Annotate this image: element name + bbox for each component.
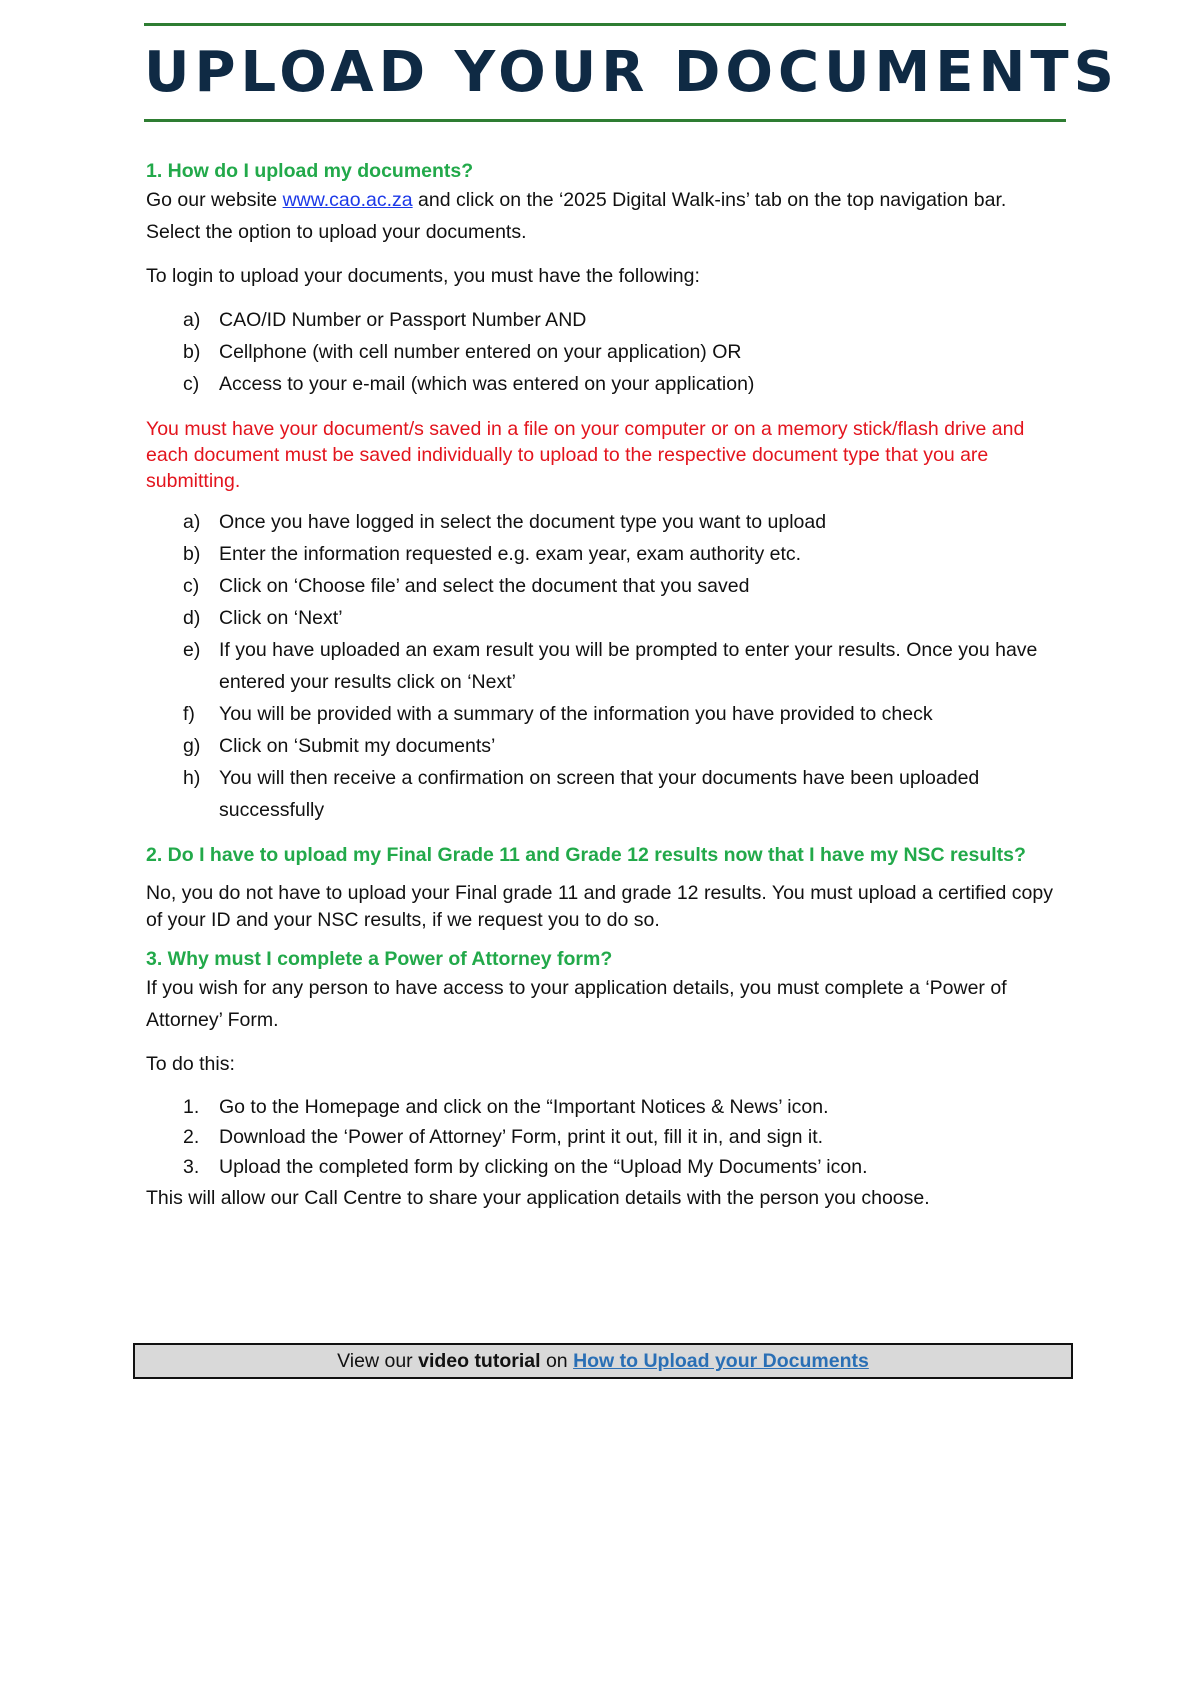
- tutorial-bold-label: video tutorial: [418, 1350, 541, 1372]
- section3-closing: This will allow our Call Centre to share your application details with the person you choose.: [146, 1187, 930, 1209]
- list-item: [183, 1092, 1068, 1122]
- section2-heading: 2. Do I have to upload my Final Grade 11 and Grade 12 results now that I have my NSC results?: [146, 844, 1026, 866]
- list-item-text: Enter the information requested e.g. exam year, exam authority etc.: [219, 543, 802, 565]
- login-intro: To login to upload your documents, you must have the following:: [146, 265, 700, 287]
- title-block: [144, 23, 1119, 122]
- list-item: [183, 698, 1068, 730]
- list-item: [183, 506, 1068, 538]
- list-marker: e): [183, 639, 201, 661]
- title-bottom-rule: [144, 119, 1066, 122]
- list-item-text: Go to the Homepage and click on the “Important Notices & News’ icon.: [219, 1096, 829, 1118]
- list-item-text: You will be provided with a summary of the information you have provided to check: [219, 703, 933, 725]
- list-item: [183, 730, 1068, 762]
- list-item-text: Once you have logged in select the document type you want to upload: [219, 511, 827, 533]
- tutorial-link[interactable]: How to Upload your Documents: [573, 1350, 869, 1372]
- list-marker: d): [183, 607, 201, 629]
- upload-steps-list: [146, 506, 1068, 826]
- list-marker: 2.: [183, 1126, 200, 1148]
- list-marker: b): [183, 341, 201, 363]
- list-item: [183, 602, 1068, 634]
- list-marker: 3.: [183, 1156, 200, 1178]
- login-requirements-list: [146, 304, 1068, 400]
- section1-intro-line2: Select the option to upload your documents.: [146, 221, 527, 243]
- list-marker: g): [183, 735, 201, 757]
- list-marker: f): [183, 703, 195, 725]
- list-item: [183, 304, 1068, 336]
- list-item-text: If you have uploaded an exam result you will be prompted to enter your results. Once you have entered your results click on ‘Next’: [219, 639, 1038, 693]
- page-title: UPLOAD YOUR DOCUMENTS: [144, 40, 1119, 105]
- website-link[interactable]: www.cao.ac.za: [282, 189, 413, 211]
- video-tutorial-box: [133, 1343, 1073, 1379]
- list-item-text: Download the ‘Power of Attorney’ Form, print it out, fill it in, and sign it.: [219, 1126, 824, 1148]
- list-item-text: Click on ‘Next’: [219, 607, 343, 629]
- main-content: [146, 158, 1068, 1214]
- todo-intro: To do this:: [146, 1053, 235, 1075]
- list-item: [183, 762, 1068, 826]
- list-marker: h): [183, 767, 201, 789]
- section1-heading: 1. How do I upload my documents?: [146, 160, 474, 182]
- list-marker: 1.: [183, 1096, 200, 1118]
- list-marker: c): [183, 373, 200, 395]
- tutorial-prefix: View our: [337, 1350, 419, 1372]
- list-item-text: Cellphone (with cell number entered on your application) OR: [219, 341, 742, 363]
- list-marker: b): [183, 543, 201, 565]
- list-item: [183, 1152, 1068, 1182]
- section3-answer: If you wish for any person to have access to your application details, you must complete a ‘Power of Attorney’ Form.: [146, 977, 1007, 1031]
- tutorial-middle: on: [540, 1350, 574, 1372]
- list-item-text: Click on ‘Choose file’ and select the document that you saved: [219, 575, 750, 597]
- list-item-text: Click on ‘Submit my documents’: [219, 735, 496, 757]
- list-item: [183, 538, 1068, 570]
- list-item: [183, 368, 1068, 400]
- section3-heading: 3. Why must I complete a Power of Attorney form?: [146, 948, 613, 970]
- list-item-text: You will then receive a confirmation on screen that your documents have been uploaded successfully: [219, 767, 980, 821]
- section1-intro-before-link: Go our website: [146, 189, 283, 211]
- list-item: [183, 1122, 1068, 1152]
- section2-answer: No, you do not have to upload your Final grade 11 and grade 12 results. You must upload a certified copy of your ID and your NSC results, if we request you to do so.: [146, 882, 1053, 931]
- list-item-text: CAO/ID Number or Passport Number AND: [219, 309, 587, 331]
- list-marker: a): [183, 309, 201, 331]
- list-item: [183, 570, 1068, 602]
- document-warning: You must have your document/s saved in a file on your computer or on a memory stick/flash drive and each document must be saved individually to upload to the respective document type that you are submitting.: [146, 418, 1025, 492]
- list-item: [183, 336, 1068, 368]
- list-item-text: Upload the completed form by clicking on the “Upload My Documents’ icon.: [219, 1156, 868, 1178]
- section1-intro-after-link: and click on the ‘2025 Digital Walk-ins’ tab on the top navigation bar.: [412, 189, 1007, 211]
- list-marker: a): [183, 511, 201, 533]
- section1-intro: [146, 184, 1068, 216]
- list-marker: c): [183, 575, 200, 597]
- power-of-attorney-steps: [146, 1092, 1068, 1182]
- list-item: [183, 634, 1068, 698]
- list-item-text: Access to your e-mail (which was entered on your application): [219, 373, 755, 395]
